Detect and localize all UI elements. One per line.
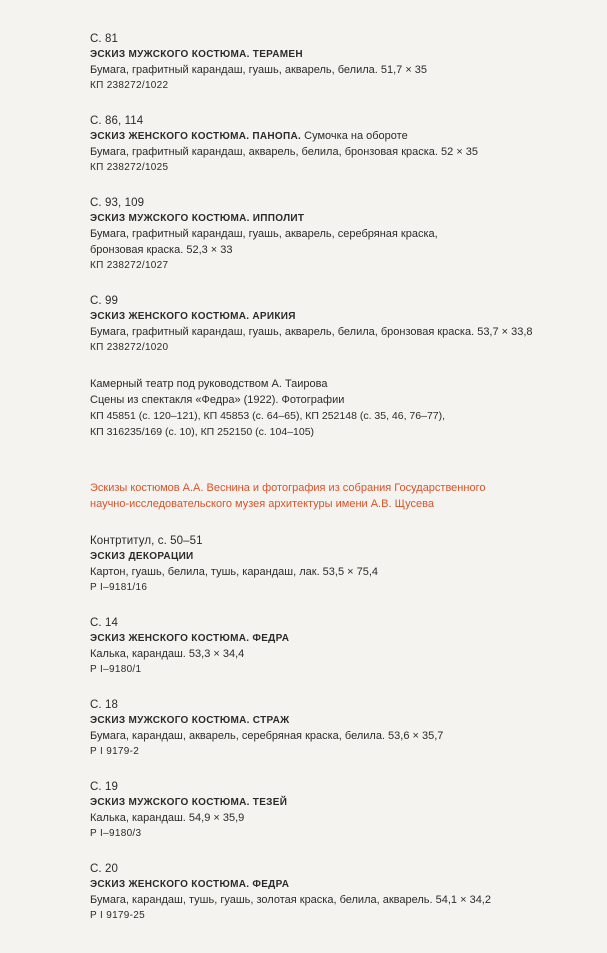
entry-description: Калька, карандаш. 54,9 × 35,9 (90, 812, 245, 824)
entry-inventory-number: КП 238272/1027 (90, 260, 169, 271)
section-heading-line: Эскизы костюмов А.А. Веснина и фотография из собрания Государственного (90, 482, 486, 494)
catalog-entry (90, 616, 590, 677)
entry-page-ref: С. 18 (90, 699, 118, 711)
catalog-entry (90, 698, 590, 759)
photo-note (90, 376, 590, 440)
entry-page-ref: С. 93, 109 (90, 197, 145, 209)
entry-page-ref: С. 19 (90, 781, 118, 793)
entry-inventory-number: Р I–9180/3 (90, 828, 142, 839)
entry-description: Бумага, графитный карандаш, гуашь, акварель, белила, бронзовая краска. 53,7 × 33,8 (90, 326, 533, 338)
entry-title: ЭСКИЗ МУЖСКОГО КОСТЮМА. ТЕЗЕЙ (90, 797, 288, 808)
entry-title: ЭСКИЗ МУЖСКОГО КОСТЮМА. ТЕРАМЕН (90, 49, 303, 60)
entry-title: ЭСКИЗ ЖЕНСКОГО КОСТЮМА. ФЕДРА (90, 633, 290, 644)
entry-inventory-number: Р I–9180/1 (90, 664, 142, 675)
catalog-entry (90, 196, 590, 273)
entry-title: ЭСКИЗ МУЖСКОГО КОСТЮМА. СТРАЖ (90, 715, 290, 726)
entry-description: Бумага, графитный карандаш, гуашь, акварель, серебряная краска, (90, 228, 438, 240)
entry-description: бронзовая краска. 52,3 × 33 (90, 244, 233, 256)
entry-title: ЭСКИЗ ЖЕНСКОГО КОСТЮМА. АРИКИЯ (90, 311, 296, 322)
entry-title: ЭСКИЗ ЖЕНСКОГО КОСТЮМА. ПАНОПА. Сумочка на обороте (90, 130, 408, 142)
entry-inventory-number: Р I 9179-2 (90, 746, 140, 757)
entry-page-ref: С. 81 (90, 33, 118, 45)
catalog-entry (90, 114, 590, 175)
entry-title: ЭСКИЗ ДЕКОРАЦИИ (90, 551, 194, 562)
entry-page-ref: Контртитул, с. 50–51 (90, 535, 203, 547)
entry-subtitle: Сумочка на обороте (304, 130, 408, 142)
entry-title: ЭСКИЗ МУЖСКОГО КОСТЮМА. ИППОЛИТ (90, 213, 305, 224)
entry-description: Бумага, карандаш, акварель, серебряная краска, белила. 53,6 × 35,7 (90, 730, 444, 742)
entry-description: Бумага, графитный карандаш, акварель, белила, бронзовая краска. 52 × 35 (90, 146, 479, 158)
catalog-page (90, 32, 590, 944)
section-heading (90, 480, 590, 512)
entry-description: Калька, карандаш. 53,3 × 34,4 (90, 648, 245, 660)
entry-page-ref: С. 20 (90, 863, 118, 875)
note-refs-line: КП 45851 (с. 120–121), КП 45853 (с. 64–65), КП 252148 (с. 35, 46, 76–77), (90, 410, 446, 422)
entry-description: Бумага, карандаш, тушь, гуашь, золотая краска, белила, акварель. 54,1 × 34,2 (90, 894, 491, 906)
entry-inventory-number: КП 238272/1020 (90, 342, 169, 353)
entry-title: ЭСКИЗ ЖЕНСКОГО КОСТЮМА. ФЕДРА (90, 879, 290, 890)
note-scenes-line: Сцены из спектакля «Федра» (1922). Фотографии (90, 394, 345, 406)
catalog-entry (90, 294, 590, 355)
entry-description: Бумага, графитный карандаш, гуашь, акварель, белила. 51,7 × 35 (90, 64, 428, 76)
catalog-entry (90, 32, 590, 93)
entry-inventory-number: КП 238272/1025 (90, 162, 169, 173)
catalog-entry (90, 862, 590, 923)
entry-page-ref: С. 99 (90, 295, 118, 307)
section-heading-line: научно-исследовательского музея архитектуры имени А.В. Щусева (90, 498, 434, 510)
entry-description: Картон, гуашь, белила, тушь, карандаш, лак. 53,5 × 75,4 (90, 566, 379, 578)
entry-inventory-number: Р I 9179-25 (90, 910, 146, 921)
entry-page-ref: С. 86, 114 (90, 115, 144, 127)
entry-inventory-number: КП 238272/1022 (90, 80, 169, 91)
note-theater-line: Камерный театр под руководством А. Таирова (90, 378, 328, 390)
entry-page-ref: С. 14 (90, 617, 118, 629)
entry-inventory-number: Р I–9181/16 (90, 582, 148, 593)
note-refs-line: КП 316235/169 (с. 10), КП 252150 (с. 104–105) (90, 426, 315, 438)
catalog-entry (90, 534, 590, 595)
catalog-entry (90, 780, 590, 841)
